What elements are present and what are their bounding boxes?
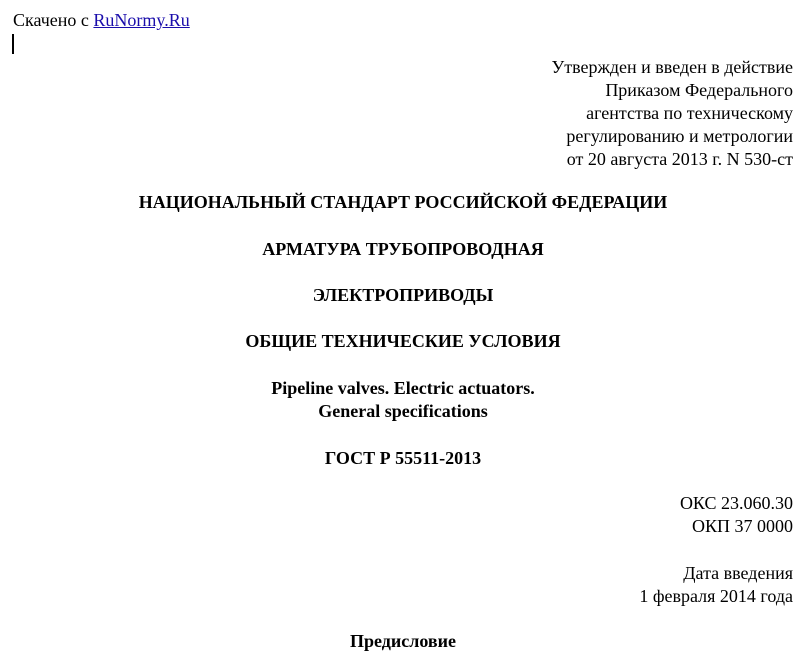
approval-line: Приказом Федерального	[605, 80, 793, 100]
source-link[interactable]: RuNormy.Ru	[93, 10, 190, 30]
classification-block	[680, 492, 793, 538]
introduction-date: 1 февраля 2014 года	[639, 586, 793, 606]
oks-code: ОКС 23.060.30	[679, 493, 793, 513]
approval-line: Утвержден и введен в действие	[551, 57, 793, 77]
approval-line: от 20 августа 2013 г. N 530-ст	[566, 149, 793, 169]
approval-line: агентства по техническому	[586, 103, 793, 123]
introduction-label: Дата введения	[683, 563, 793, 583]
introduction-date-block	[639, 562, 793, 608]
approval-line: регулированию и метрологии	[566, 126, 793, 146]
subject-heading: АРМАТУРА ТРУБОПРОВОДНАЯ	[262, 239, 544, 259]
okp-code: ОКП 37 0000	[691, 516, 793, 536]
text-cursor	[12, 34, 14, 54]
conditions-heading: ОБЩИЕ ТЕХНИЧЕСКИЕ УСЛОВИЯ	[245, 331, 561, 351]
english-title-line2: General specifications	[318, 401, 488, 421]
standard-heading: НАЦИОНАЛЬНЫЙ СТАНДАРТ РОССИЙСКОЙ ФЕДЕРАЦИИ	[138, 192, 668, 212]
source-header	[13, 9, 190, 32]
section-heading-foreword: Предисловие	[350, 631, 456, 651]
english-title-line1: Pipeline valves. Electric actuators.	[271, 378, 535, 398]
source-prefix: Скачено с	[13, 10, 94, 30]
approval-block	[551, 56, 793, 171]
standard-code: ГОСТ Р 55511-2013	[324, 448, 482, 468]
subtitle-heading: ЭЛЕКТРОПРИВОДЫ	[312, 285, 494, 305]
